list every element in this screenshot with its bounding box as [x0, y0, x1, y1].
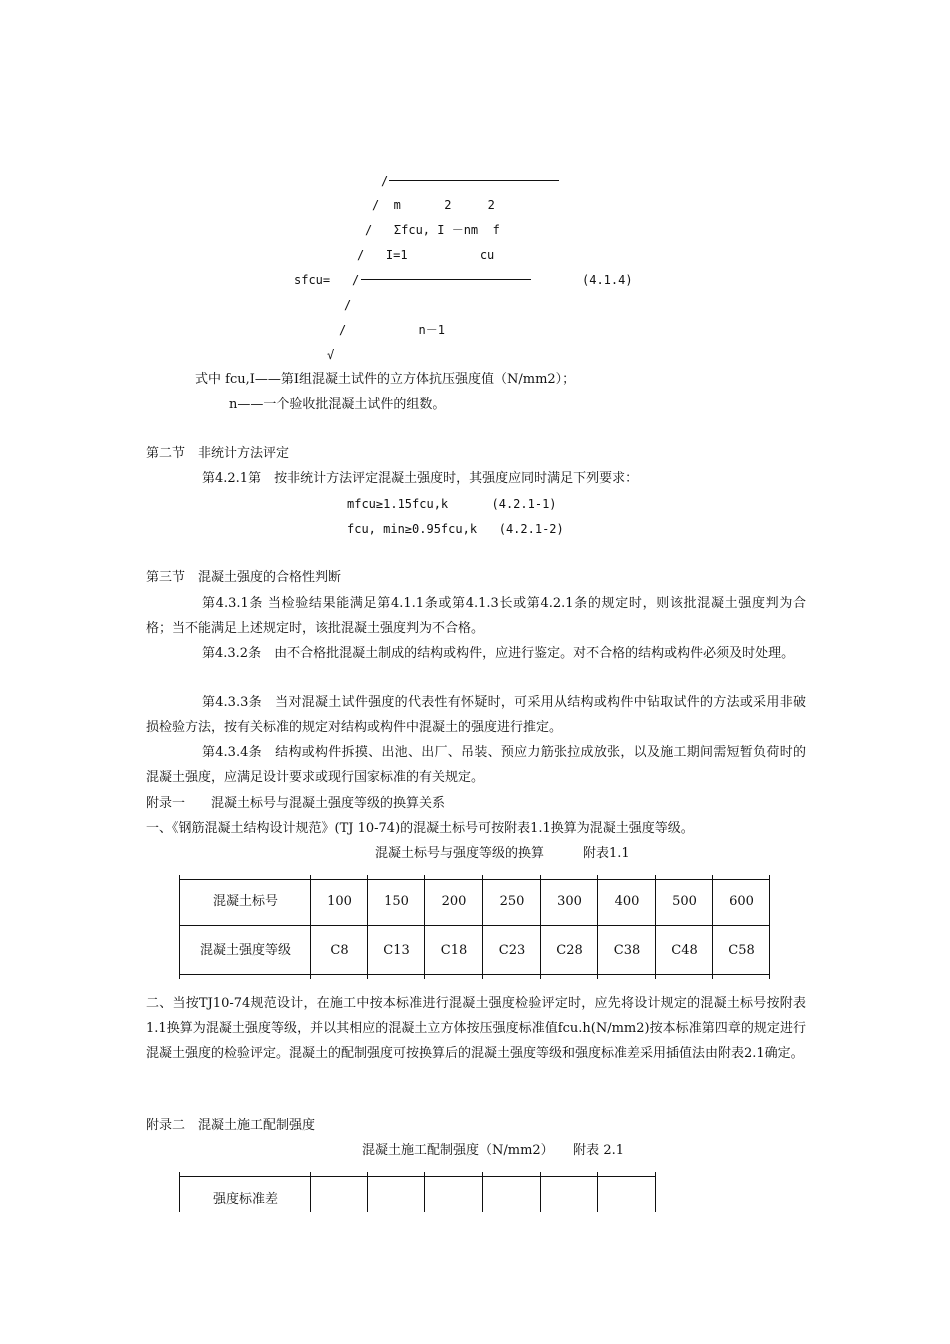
- formula-row: / Σfcu, I －nm f: [365, 223, 500, 237]
- table-rule: [655, 1172, 656, 1212]
- table-rule: [179, 925, 770, 926]
- table-cell: 400: [614, 894, 640, 909]
- equation-number: (4.1.4): [582, 273, 633, 287]
- table-rule: [179, 879, 770, 880]
- legend-line: n——一个验收批混凝土试件的组数。: [229, 397, 446, 412]
- table-cell: C13: [383, 943, 410, 958]
- table-cell-label: 混凝土强度等级: [199, 943, 291, 958]
- table-title: 混凝土施工配制强度（N/mm2） 附表 2.1: [362, 1143, 624, 1158]
- appendix-heading: 附录二 混凝土施工配制强度: [146, 1118, 316, 1133]
- section-heading: 第三节 混凝土强度的合格性判断: [146, 570, 342, 585]
- table-cell: 250: [499, 894, 525, 909]
- table-cell: 100: [327, 894, 352, 909]
- paragraph: 第4.3.3条 当对混凝土试件强度的代表性有怀疑时，可采用从结构或构件中钻取试件的方法或采用非破损检验方法，按有关标准的规定对结构或构件中混凝土的强度进行推定。: [146, 695, 806, 735]
- formula-row: / n－1: [339, 323, 445, 337]
- table-cell: C38: [613, 943, 641, 958]
- fraction-bar: [361, 279, 531, 280]
- appendix-note: 二、当按TJ10-74规范设计，在施工中按本标准进行混凝土强度检验评定时，应先将设计规定的混凝土标号按附表1.1换算为混凝土强度等级，并以其相应的混凝土立方体按压强度标准值fcu.h(N/mm2)按本标准第四章的规定进行混凝土强度的检验评定。混凝土的配制强度可按换算后的混凝土强度等级和强度标准差采用插值法由附表2.1确定。: [146, 996, 806, 1061]
- table-rule: [597, 1172, 598, 1212]
- formula-row: / m 2 2: [372, 198, 495, 212]
- table-rule: [367, 1172, 368, 1212]
- table-cell: C18: [440, 943, 468, 958]
- table-cell: 600: [729, 894, 754, 909]
- appendix-intro: 一、《钢筋混凝土结构设计规范》(TJ 10-74)的混凝土标号可按附表1.1换算为混凝土强度等级。: [146, 821, 694, 836]
- table-cell: C28: [556, 943, 583, 958]
- formula-slash: /: [344, 298, 352, 312]
- table-cell: 300: [557, 894, 582, 909]
- table-cell-label: 强度标准差: [212, 1192, 278, 1207]
- table-rule: [179, 974, 770, 975]
- table-cell: 200: [441, 894, 467, 909]
- clause-text: 第4.2.1第 按非统计方法评定混凝土强度时，其强度应同时满足下列要求：: [202, 471, 639, 486]
- section-heading: 第二节 非统计方法评定: [146, 446, 290, 461]
- table-rule: [540, 1172, 541, 1212]
- equation: mfcu≥1.15fcu,k (4.2.1-1): [347, 497, 557, 511]
- table-cell: C8: [330, 943, 349, 958]
- appendix-heading: 附录一 混凝土标号与混凝土强度等级的换算关系: [146, 796, 446, 811]
- formula-lhs: sfcu=: [294, 273, 331, 287]
- paragraph: 第4.3.1条 当检验结果能满足第4.1.1条或第4.1.3长或第4.2.1条的规定时，则该批混凝土强度判为合格；当不能满足上述规定时，该批混凝土强度判为不合格。: [146, 596, 806, 636]
- table-rule: [482, 1172, 483, 1212]
- formula-row: / I=1 cu: [357, 248, 495, 262]
- table-cell: C48: [671, 943, 698, 958]
- sqrt-sign: √: [327, 348, 335, 362]
- table-cell: C58: [728, 943, 755, 958]
- table-rule: [179, 1176, 655, 1177]
- formula-slash: /: [381, 174, 389, 188]
- equation: fcu, min≥0.95fcu,k (4.2.1-2): [347, 522, 564, 536]
- table-title: 混凝土标号与强度等级的换算 附表1.1: [375, 846, 630, 861]
- table-rule: [424, 1172, 425, 1212]
- table-cell: 500: [672, 894, 697, 909]
- table-cell: C23: [498, 943, 526, 958]
- formula-slash: /: [352, 273, 360, 287]
- paragraph: 第4.3.2条 由不合格批混凝土制成的结构或构件，应进行鉴定。对不合格的结构或构件必须及时处理。: [202, 646, 795, 661]
- table-cell-label: 混凝土标号: [212, 894, 278, 909]
- paragraph: 第4.3.4条 结构或构件拆摸、出池、出厂、吊装、预应力筋张拉成放张，以及施工期间需短暂负荷时的混凝土强度，应满足设计要求或现行国家标准的有关规定。: [146, 745, 806, 785]
- legend-line: 式中 fcu,I——第I组混凝土试件的立方体抗压强度值（N/mm2）；: [195, 372, 576, 387]
- table-cell: 150: [384, 894, 409, 909]
- radical-bar: [389, 180, 559, 181]
